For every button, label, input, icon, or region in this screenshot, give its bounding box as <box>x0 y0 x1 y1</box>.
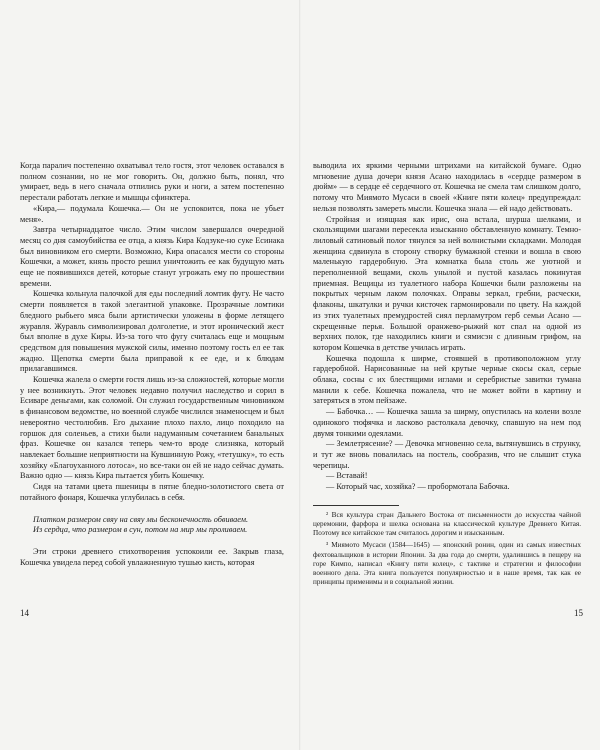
paragraph: Завтра четырнадцатое число. Этим числом завершался очередной месяц со дня самоубийства ее отца, а князь Кира Кодзуке-но суке Есинака был виновником его смерти. Возможно, Кира опасался мести со стороны Кошечки, а может, князь просто решил уничтожить ее как будущую мать еще не появившихся детей, которые станут угрожать ему по прошествии времени. <box>20 225 284 288</box>
paragraph: выводила их яркими черными штрихами на китайской бумаге. Одно мгновение душа дочери князя Асано находилась в «сердце размером в дюйм» — в сердце её сердечного от. Кошечка не смела там слишком долго, потому что Миямото Мусаси в своей «Книге пяти колец» предупреждал: нельзя позволять замереть мысли. Кошечка знала — ей надо действовать. <box>313 161 581 213</box>
left-text-column <box>20 161 284 568</box>
footnote: ³ Миямото Мусаси (1584—1645) — японский ронин, один из самых известных фехтовальщиков в истории Японии. За два года до смерти, удалившись в пещеру на горе Кимпо, написал «Книгу пяти колец», с тактике и стратегии и философии военного дела. Эта книга пользуется популярностью и в наше время, так как ее принципы применимы и в социальной жизни. <box>313 541 581 587</box>
paragraph: Кошечка подошла к ширме, стоявшей в противоположном углу гардеробной. Нарисованные на ней крутые черные скосы скал, серые облака, сосны с их блестящими иглами и серебристые завитки тумана манили к себе. Кошечка пожалела, что не может войти в картину и затеряться в этом пейзаже. <box>313 353 581 406</box>
footnote-rule <box>313 505 399 506</box>
poem-verse <box>33 515 284 536</box>
paragraph: Сидя на татами цвета пшеницы в пятне бледно-золотистого света от потайного фонаря, Кошечка углубилась в себя. <box>20 482 284 502</box>
paragraph: — Землетрясение? — Девочка мгновенно села, вытянувшись в струнку, и тут же вновь повалилась на постель, сообразив, что не слышит стука черепицы. <box>313 439 581 470</box>
verse-line: Из сердца, что размером в сун, потом на мир мы проливаем. <box>33 525 248 535</box>
paragraph: Когда паралич постепенно охватывал тело гостя, этот человек оставался в полном сознании, но не мог говорить. Он, должно быть, понял, что умирает, ведь в него сначала отпились руки и ноги, а затем постепенно перестали работать легкие и мышцы сфинктера. <box>20 161 284 203</box>
footnotes <box>313 505 581 588</box>
paragraph: — Вставай! <box>326 471 368 481</box>
paragraph: — Который час, хозяйка? — пробормотала Бабочка. <box>326 482 510 492</box>
paragraph: Кошечка жалела о смерти гостя лишь из-за сложностей, которые могли у нее возникнуть. Этот человек недавно получил наследство и сорил в Есиваре деньгами, как соломой. Он служил государственным чиновником в финансовом ведомстве, но военной службе числился знаменосцем и был невероятно честолюбив. Его дыхание плохо пахло, лицо походило на горшок для соленьев, а стихи были надуманным сочетанием банальных фраз. Кошечке он казался теперь чем-то вроде слизняка, который навлекает большие неприятности на Кувшинную Рожу, «тетушку», то есть хозяйку «Благоуханного лотоса», но все-таки он ей не надо сейчас думать. Важно одно — князь Кира пытается убить Кошечку. <box>20 375 284 481</box>
paragraph: Кошечка кольнула палочкой для еды последний ломтик фугу. Не часто смерти появляется в такой элегантной упаковке. Прозрачные ломтики бледного рыбьего мяса были артистически уложены в форме летящего журавля. Журавль символизировал долголетие, и этот иронический жест был вполне в духе Киры. Из-за того что фугу считалась еще и мощным средством для повышения мужской силы, именно поэтому гость ел ее так жадно. Щепотка смерти была приправой к ее еде, и к блюдам прилагавшимся. <box>20 289 284 374</box>
paragraph: Эти строки древнего стихотворения успокоили ее. Закрыв глаза, Кошечка увидела перед собой увлажненную тушью кисть, которая <box>20 546 284 567</box>
paragraph: — Бабочка… — Кошечка зашла за ширму, опустилась на колени возле одинокого тюфячка и ласково растолкала девочку, спавшую на нем под двумя тонкими одеялами. <box>313 407 581 438</box>
page-number: 15 <box>574 608 583 618</box>
paragraph: «Кира,— подумала Кошечка.— Он не успокоится, пока не убьет меня». <box>20 203 284 224</box>
page-number: 14 <box>20 608 29 618</box>
verse-line: Платком размером свяу на свяу мы бесконечность обвиваем. <box>33 514 249 524</box>
right-text-column <box>313 161 581 590</box>
paragraph: Стройная и изящная как ирис, она встала, шурша шелками, и скользящими шагами пересекла изысканно обставленную комнату. Темно-лиловый сатиновый полог тянулся за ней волнистыми складками. Молодая женщина сдвинула в сторону створку бумажной стенки и вошла в свою маленькую гардеробную. Эта комнатка была столь же уютной и переполненной вещами, сколь унылой и пустой казалась покинутая приемная. Вещицы из туалетного набора Кошечки были разложены на покрытых черным лаком полочках. Оправы зеркал, гребни, расчески, флаконы, шкатулки и ручки кисточек гармонировали по цвету. На каждой из этих туалетных премудростей сиял перламутром герб семьи Асано — скрещенные перья. Большой оранжево-рыжий кот спал на одной из верхних полок, где находились книги и сямисэн с длинным грифом, на котором Кошечка в детстве училась играть. <box>313 214 581 352</box>
right-page <box>300 0 600 750</box>
footnote: ² Вся культура стран Дальнего Востока от письменности до искусства чайной церемонии, фарфора и шелка основана на классической культуре Древнего Китая. Поэтому все китайское там считалось дорогим и изысканным. <box>313 510 581 538</box>
